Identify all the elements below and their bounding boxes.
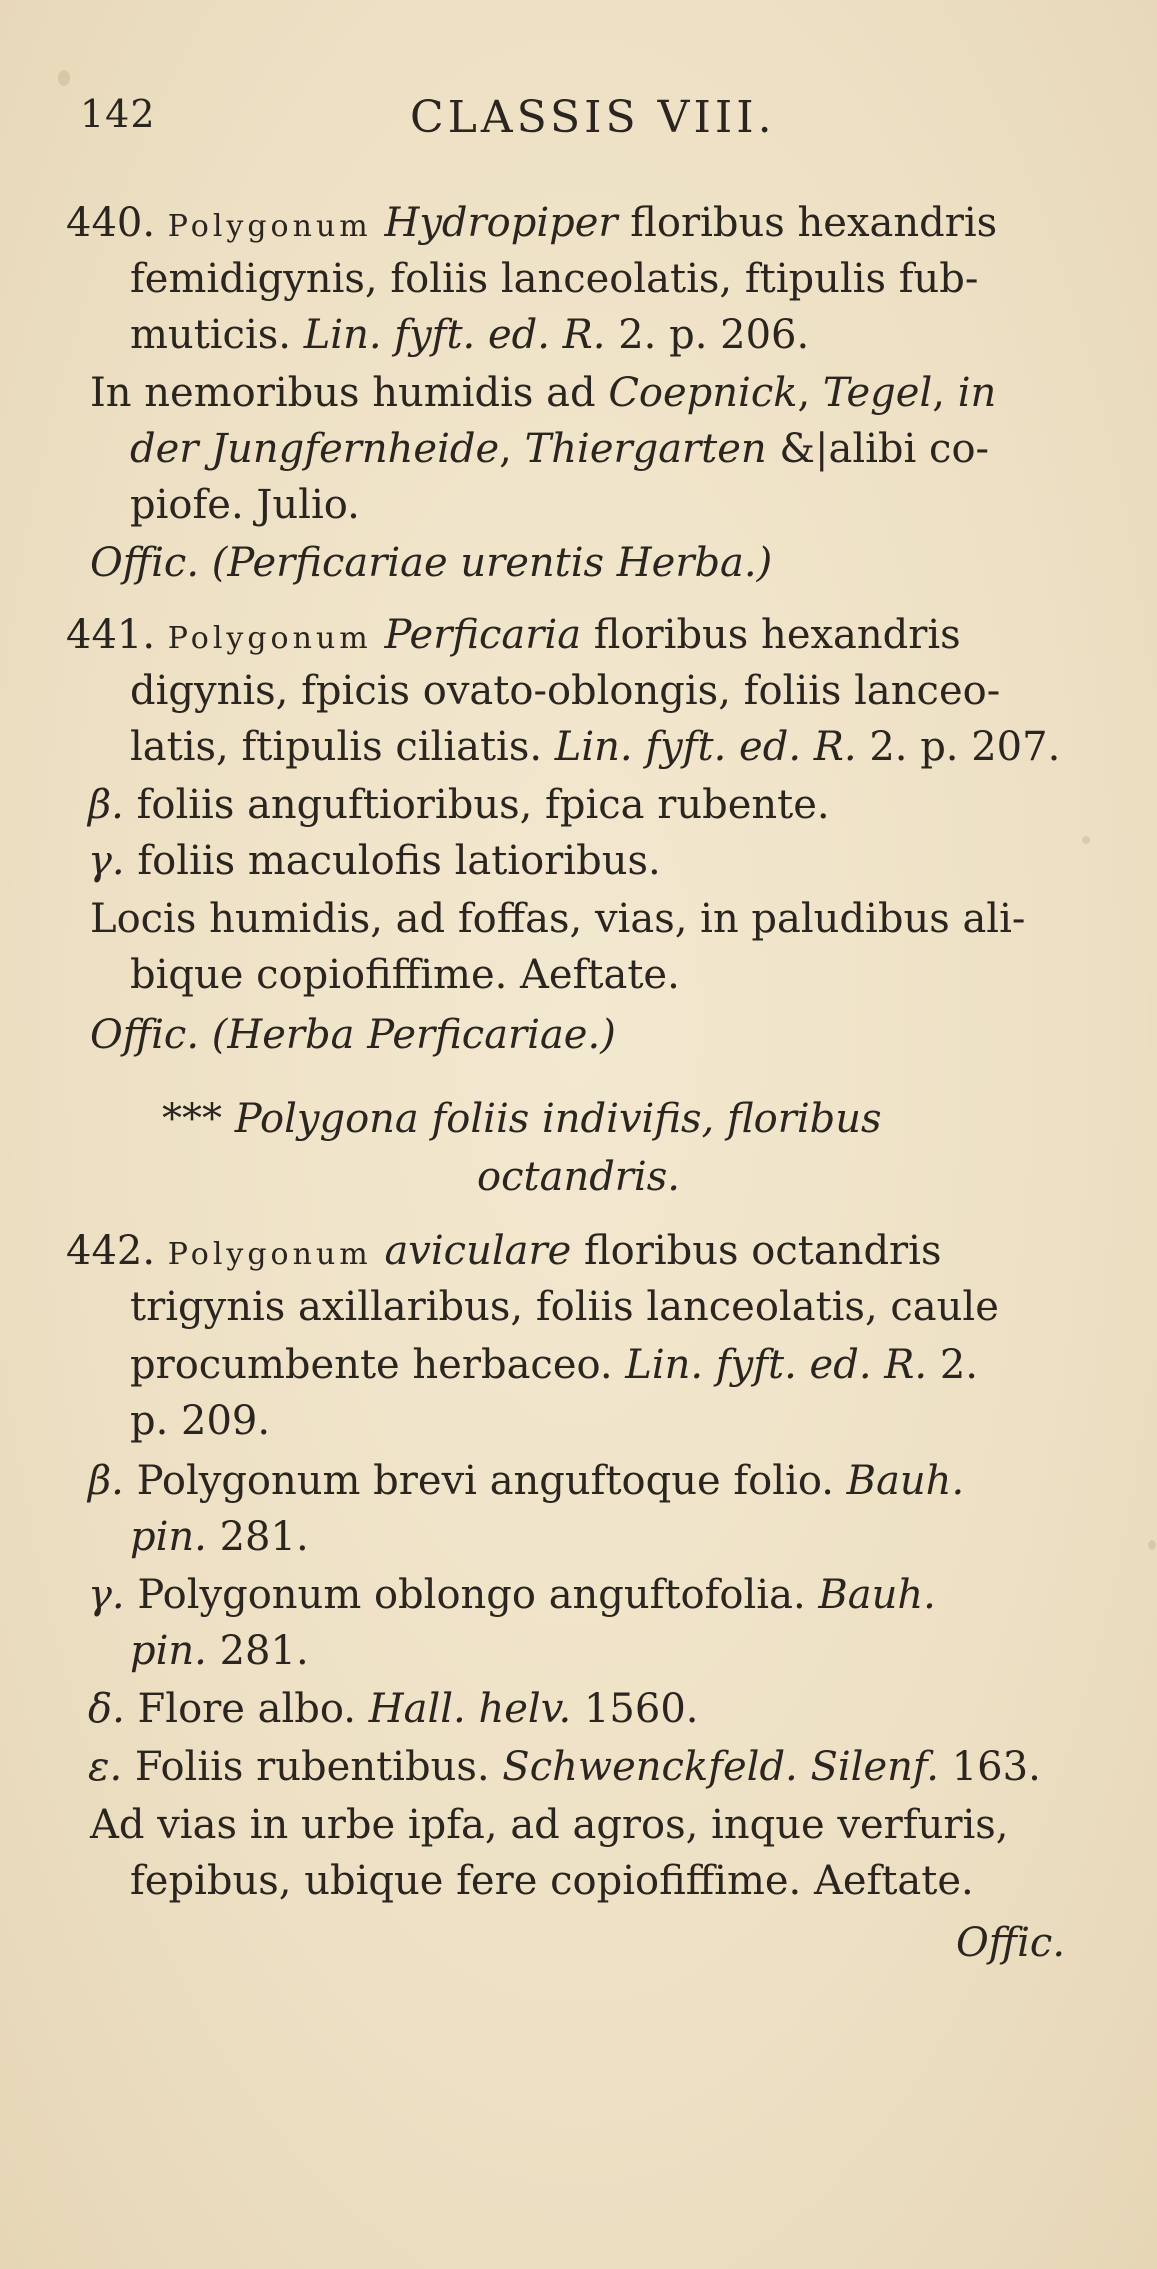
entry-number: 441.	[66, 612, 156, 658]
reference-page: 2. p. 207.	[869, 724, 1061, 770]
entry-441-line-2: digynis, fpicis ovato-oblongis, foliis lanceo-	[130, 668, 1001, 714]
variety-marker: β.	[88, 1458, 124, 1504]
variety-marker: β.	[88, 782, 124, 828]
variety-text: foliis maculofis latioribus.	[137, 838, 661, 884]
entry-440-line-2: femidigynis, foliis lanceolatis, ftipulis fub-	[130, 256, 979, 302]
literature-reference: pin.	[130, 1514, 207, 1560]
entry-440-habitat-2	[130, 424, 989, 474]
entry-442-line-4: p. 209.	[130, 1398, 271, 1444]
reference-page: 2.	[939, 1342, 978, 1388]
variety-text: Foliis rubentibus.	[134, 1744, 490, 1790]
page-number: 142	[80, 92, 156, 136]
separator: ,	[499, 426, 512, 472]
genus-name: Polygonum	[167, 1237, 372, 1272]
entry-number: 440.	[66, 200, 156, 246]
place-name: der Jungfernheide	[130, 426, 500, 472]
place-name: Thiergarten	[524, 426, 767, 472]
reference-page: 281.	[219, 1628, 309, 1674]
entry-number: 442.	[66, 1228, 156, 1274]
literature-reference: pin.	[130, 1628, 207, 1674]
entry-442-var-beta	[88, 1456, 964, 1506]
diagnosis-text: latis, ftipulis ciliatis.	[130, 724, 543, 770]
entry-441-var-gamma	[88, 836, 661, 886]
reference-page: 2. p. 206.	[618, 312, 810, 358]
catchword: Offic.	[956, 1920, 1066, 1966]
entry-440-line-1	[66, 198, 997, 252]
entry-442-var-beta-2	[130, 1512, 309, 1562]
diagnosis-text: floribus octandris	[584, 1228, 942, 1274]
variety-text: foliis anguftioribus, fpica rubente.	[136, 782, 830, 828]
place-name: in	[957, 370, 997, 416]
variety-marker: ε.	[88, 1744, 123, 1790]
entry-442-var-gamma	[88, 1570, 936, 1620]
genus-name: Polygonum	[167, 209, 372, 244]
reference-page: 281.	[219, 1514, 309, 1560]
separator: ,	[797, 370, 811, 416]
entry-442-habitat-1: Ad vias in urbe ipfa, ad agros, inque verfuris,	[90, 1802, 1009, 1848]
literature-reference: Lin. fyft. ed. R.	[303, 312, 606, 358]
entry-441-line-1	[66, 610, 961, 664]
paper-stain	[58, 70, 70, 86]
entry-442-var-epsilon	[88, 1742, 1041, 1792]
entry-442-habitat-2: fepibus, ubique fere copiofiffime. Aeftate.	[130, 1858, 974, 1904]
entry-440-line-3	[130, 310, 809, 360]
entry-442-var-gamma-2	[130, 1626, 309, 1676]
variety-text: Flore albo.	[137, 1686, 356, 1732]
entry-441-var-beta	[88, 780, 830, 830]
section-heading-line-2: octandris.	[477, 1154, 680, 1200]
entry-442-line-2: trigynis axillaribus, foliis lanceolatis, caule	[130, 1284, 999, 1330]
entry-442-var-delta	[88, 1684, 699, 1734]
entry-441-habitat-2: bique copiofiffime. Aeftate.	[130, 952, 680, 998]
variety-text: Polygonum oblongo anguftofolia.	[137, 1572, 806, 1618]
entry-440-offic: Offic. (Perficariae urentis Herba.)	[90, 540, 773, 586]
section-stars: ***	[162, 1096, 222, 1142]
section-heading-line-1	[162, 1094, 882, 1144]
variety-marker: γ.	[88, 838, 125, 884]
species-name: Perficaria	[384, 612, 582, 658]
variety-marker: δ.	[88, 1686, 125, 1732]
entry-442-line-1	[66, 1226, 942, 1280]
separator: ,	[932, 370, 945, 416]
habitat-text: In nemoribus humidis ad	[90, 370, 596, 416]
entry-441-habitat-1: Locis humidis, ad foffas, vias, in paludibus ali-	[90, 896, 1026, 942]
variety-text: Polygonum brevi anguftoque folio.	[136, 1458, 834, 1504]
diagnosis-text: muticis.	[130, 312, 291, 358]
literature-reference: Lin. fyft. ed. R.	[625, 1342, 928, 1388]
literature-reference: Lin. fyft. ed. R.	[554, 724, 857, 770]
paper-stain	[1082, 836, 1090, 844]
species-name: Hydropiper	[384, 200, 618, 246]
reference-page: 163.	[951, 1744, 1041, 1790]
literature-reference: Bauh.	[818, 1572, 936, 1618]
page-header	[80, 92, 1080, 162]
entry-440-habitat-1	[90, 368, 996, 418]
species-name: aviculare	[384, 1228, 572, 1274]
place-name: Coepnick	[608, 370, 798, 416]
genus-name: Polygonum	[167, 621, 372, 656]
place-name: Tegel	[822, 370, 933, 416]
reference-page: 1560.	[583, 1686, 699, 1732]
running-title: CLASSIS VIII.	[410, 92, 776, 143]
section-heading-text: Polygona foliis indivifis, floribus	[234, 1096, 882, 1142]
entry-440-habitat-3: piofe. Julio.	[130, 482, 360, 528]
entry-441-line-3	[130, 722, 1060, 772]
diagnosis-text: floribus hexandris	[593, 612, 961, 658]
literature-reference: Schwenckfeld. Silenf.	[502, 1744, 939, 1790]
variety-marker: γ.	[88, 1572, 125, 1618]
literature-reference: Hall. helv.	[368, 1686, 572, 1732]
diagnosis-text: floribus hexandris	[630, 200, 998, 246]
habitat-text: &|alibi co-	[779, 426, 990, 472]
diagnosis-text: procumbente herbaceo.	[130, 1342, 613, 1388]
entry-442-line-3	[130, 1340, 978, 1390]
paper-stain	[1148, 1540, 1156, 1550]
literature-reference: Bauh.	[846, 1458, 965, 1504]
entry-441-offic: Offic. (Herba Perficariae.)	[90, 1012, 616, 1058]
